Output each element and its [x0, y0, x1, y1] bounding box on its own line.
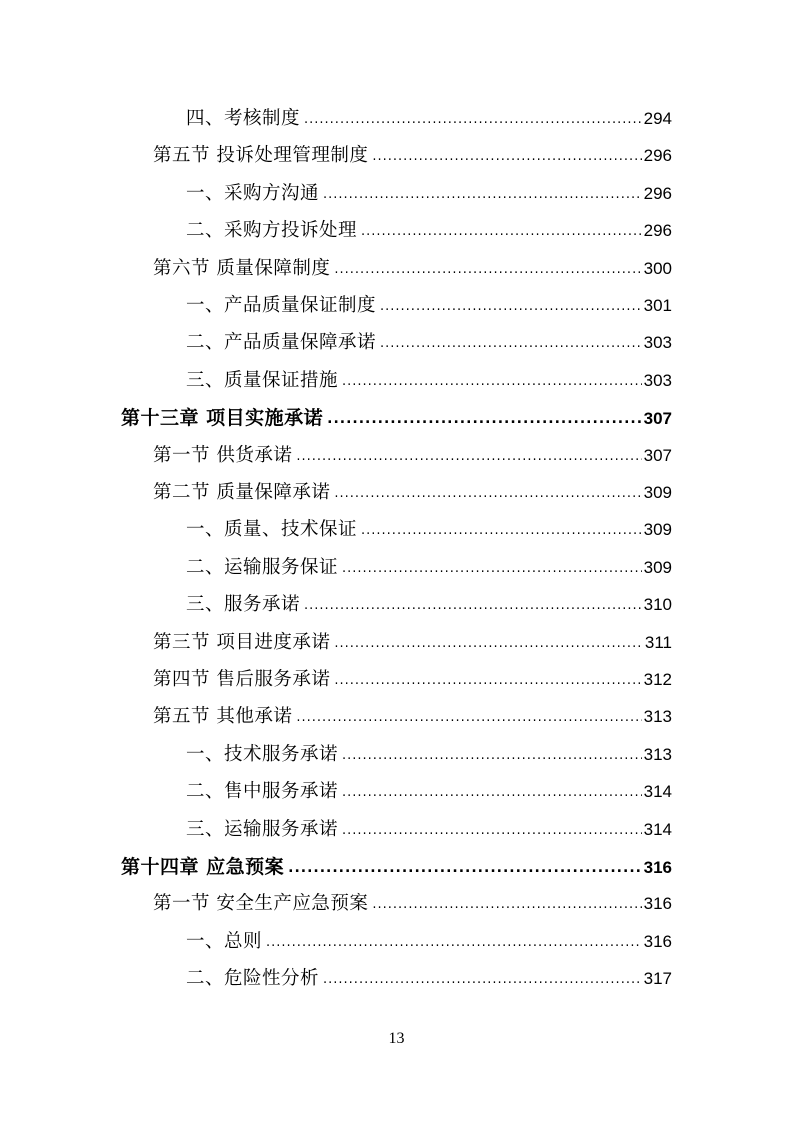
- toc-entry-label: 第二节 质量保障承诺: [153, 482, 331, 503]
- toc-entry-page: 316: [643, 858, 672, 877]
- toc-dot-leader: [327, 404, 642, 434]
- toc-entry-page: 307: [643, 445, 672, 465]
- toc-entry-label: 二、产品质量保障承诺: [186, 332, 377, 354]
- toc-subsection-entry[interactable]: [186, 964, 672, 994]
- toc-entry-page: 314: [643, 819, 672, 839]
- toc-section-entry[interactable]: [153, 478, 672, 508]
- toc-entry-label: 第十三章 项目实施承诺: [121, 407, 324, 430]
- toc-entry-label: 第一节 供货承诺: [153, 444, 293, 466]
- toc-entry-label: 一、产品质量保证制度: [186, 295, 377, 316]
- toc-subsection-entry[interactable]: [186, 366, 672, 396]
- toc-entry-page: 316: [643, 894, 672, 914]
- toc-section-entry[interactable]: [153, 441, 672, 471]
- toc-entry-label: 第六节 质量保障制度: [153, 257, 331, 279]
- toc-subsection-entry[interactable]: [186, 777, 672, 807]
- toc-entry-label: 一、技术服务承诺: [186, 743, 339, 765]
- toc-entry-label: 第五节 其他承诺: [153, 706, 293, 728]
- toc-subsection-entry[interactable]: [186, 590, 672, 620]
- toc-subsection-entry[interactable]: [186, 328, 672, 358]
- toc-entry-page: 294: [643, 109, 672, 128]
- toc-entry-page: 312: [643, 670, 672, 689]
- toc-entry-label: 二、危险性分析: [186, 968, 320, 990]
- toc-section-entry[interactable]: [153, 889, 672, 919]
- toc-entry-page: 303: [643, 370, 672, 390]
- toc-entry-label: 第四节 售后服务承诺: [153, 669, 331, 690]
- toc-entry-label: 第五节 投诉处理管理制度: [153, 145, 369, 167]
- toc-entry-label: 二、售中服务承诺: [186, 781, 339, 803]
- toc-dot-leader: [304, 591, 642, 621]
- toc-dot-leader: [372, 142, 641, 172]
- toc-dot-leader: [361, 516, 642, 546]
- toc-dot-leader: [288, 853, 642, 883]
- toc-section-entry[interactable]: [153, 665, 672, 695]
- toc-dot-leader: [342, 367, 642, 397]
- toc-entry-page: 310: [643, 595, 672, 615]
- toc-section-entry[interactable]: [153, 141, 672, 171]
- toc-entry-page: 316: [643, 931, 672, 951]
- toc-entry-label: 四、考核制度: [186, 108, 301, 129]
- toc-section-entry[interactable]: [153, 702, 672, 732]
- toc-entry-label: 第三节 项目进度承诺: [153, 631, 331, 653]
- toc-dot-leader: [296, 442, 641, 472]
- toc-entry-page: 309: [643, 483, 672, 502]
- toc-subsection-entry[interactable]: [186, 515, 672, 545]
- toc-entry-page: 300: [643, 258, 672, 278]
- toc-entry-page: 307: [643, 409, 672, 429]
- toc-dot-leader: [342, 816, 642, 846]
- toc-dot-leader: [304, 105, 642, 135]
- toc-subsection-entry[interactable]: [186, 815, 672, 845]
- toc-entry-page: 296: [643, 221, 672, 241]
- toc-subsection-entry[interactable]: [186, 291, 672, 321]
- toc-entry-label: 二、运输服务保证: [186, 556, 339, 578]
- toc-subsection-entry[interactable]: [186, 216, 672, 246]
- toc-entry-label: 一、总则: [186, 930, 263, 952]
- toc-entry-label: 第一节 安全生产应急预案: [153, 893, 369, 915]
- toc-dot-leader: [380, 292, 642, 322]
- toc-subsection-entry[interactable]: [186, 927, 672, 957]
- toc-dot-leader: [296, 703, 641, 733]
- toc-dot-leader: [372, 890, 641, 920]
- toc-entry-page: 301: [643, 296, 672, 315]
- toc-dot-leader: [334, 629, 643, 659]
- toc-subsection-entry[interactable]: [186, 740, 672, 770]
- toc-entry-page: 309: [643, 520, 672, 540]
- toc-dot-leader: [323, 965, 642, 995]
- toc-entry-page: 313: [643, 744, 672, 764]
- toc-entry-label: 三、运输服务承诺: [186, 818, 339, 840]
- toc-entry-label: 三、质量保证措施: [186, 369, 339, 391]
- toc-entry-page: 311: [644, 632, 672, 652]
- toc-subsection-entry[interactable]: [186, 553, 672, 583]
- toc-entry-label: 三、服务承诺: [186, 594, 301, 616]
- toc-entry-page: 314: [643, 782, 672, 802]
- toc-dot-leader: [380, 329, 642, 359]
- toc-dot-leader: [342, 554, 642, 584]
- page-number: 13: [388, 1030, 405, 1047]
- toc-entry-label: 一、质量、技术保证: [186, 519, 358, 541]
- toc-entry-label: 二、采购方投诉处理: [186, 220, 358, 242]
- toc-entry-page: 303: [643, 333, 672, 353]
- toc-dot-leader: [334, 666, 641, 696]
- toc-dot-leader: [334, 479, 641, 509]
- toc-subsection-entry[interactable]: [186, 179, 672, 209]
- toc-dot-leader: [266, 928, 642, 958]
- toc-chapter-entry[interactable]: [121, 403, 672, 433]
- toc-dot-leader: [342, 741, 642, 771]
- toc-section-entry[interactable]: [153, 628, 672, 658]
- toc-entry-page: 296: [643, 146, 672, 166]
- toc-dot-leader: [361, 217, 642, 247]
- toc-dot-leader: [323, 180, 642, 210]
- toc-chapter-entry[interactable]: [121, 852, 672, 882]
- toc-entry-page: 309: [643, 557, 672, 577]
- toc-entry-label: 第十四章 应急预案: [121, 856, 285, 878]
- toc-section-entry[interactable]: [153, 254, 672, 284]
- toc-entry-label: 一、采购方沟通: [186, 182, 320, 204]
- toc-dot-leader: [334, 255, 641, 285]
- toc-dot-leader: [342, 778, 642, 808]
- toc-entry-page: 317: [643, 969, 672, 989]
- toc-entry-page: 296: [643, 183, 672, 203]
- toc-entry-page: 313: [643, 707, 672, 727]
- toc-subsection-entry[interactable]: [186, 104, 672, 134]
